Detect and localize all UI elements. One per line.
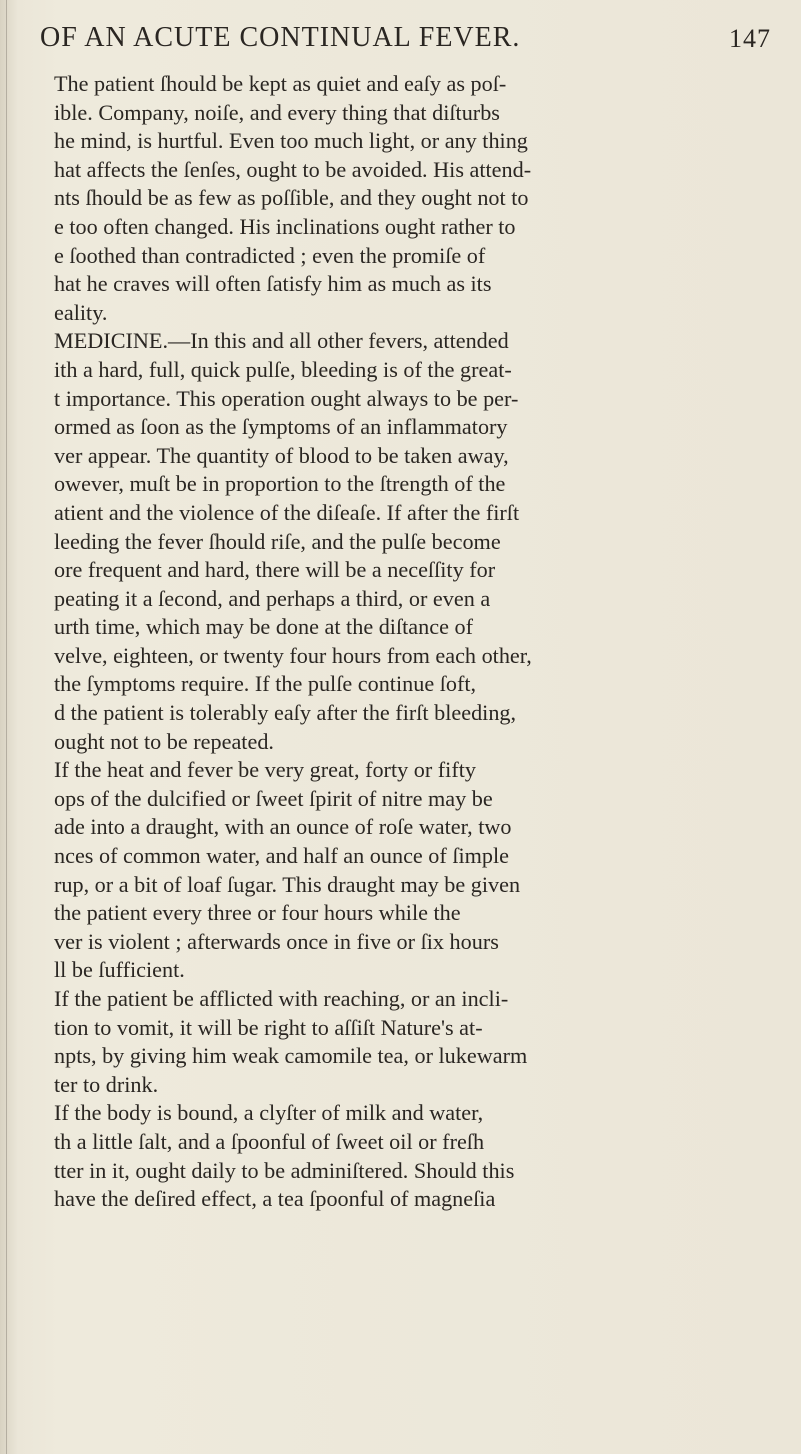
- text-line: e too often changed. His inclinations ought rather to: [54, 213, 516, 239]
- text-line: ade into a draught, with an ounce of roſe water, two: [54, 814, 512, 840]
- running-header: [40, 14, 771, 54]
- paragraph: [54, 985, 773, 1099]
- paragraph: [54, 327, 773, 756]
- text-line: If the heat and fever be very great, forty or fifty: [54, 757, 476, 783]
- text-line: the patient every three or four hours while the: [54, 900, 461, 926]
- text-line: ith a hard, full, quick pulſe, bleeding is of the great-: [54, 356, 512, 382]
- text-line: e ſoothed than contradicted ; even the promiſe of: [54, 242, 486, 268]
- text-line: ore frequent and hard, there will be a neceſſity for: [54, 557, 496, 583]
- text-line: the ſymptoms require. If the pulſe continue ſoft,: [54, 671, 477, 697]
- text-line: If the body is bound, a clyſter of milk and water,: [54, 1100, 484, 1126]
- text-line: nts ſhould be as few as poſſible, and they ought not to: [54, 185, 529, 211]
- text-line: atient and the violence of the diſeaſe. If after the firſt: [54, 499, 520, 525]
- text-line: ops of the dulcified or ſweet ſpirit of nitre may be: [54, 785, 493, 811]
- text-line: urth time, which may be done at the diſtance of: [54, 614, 473, 640]
- text-line: nces of common water, and half an ounce of ſimple: [54, 843, 510, 869]
- text-line: velve, eighteen, or twenty four hours from each other,: [54, 642, 532, 668]
- text-line: have the deſired effect, a tea ſpoonful of magneſia: [54, 1186, 496, 1212]
- text-line: ormed as ſoon as the ſymptoms of an inflammatory: [54, 414, 508, 440]
- text-line: ible. Company, noiſe, and every thing that diſturbs: [54, 99, 500, 125]
- running-title: OF AN ACUTE CONTINUAL FEVER.: [40, 22, 521, 53]
- text-line: ver is violent ; afterwards once in five or ſix hours: [54, 928, 499, 954]
- text-line: t importance. This operation ought always to be per-: [54, 385, 519, 411]
- paragraph: [54, 70, 773, 327]
- page-gutter: [6, 0, 7, 1454]
- text-line: ver appear. The quantity of blood to be taken away,: [54, 442, 509, 468]
- paragraph: [54, 1099, 773, 1213]
- text-line: tter in it, ought daily to be adminiſtered. Should this: [54, 1157, 515, 1183]
- text-line: hat affects the ſenſes, ought to be avoided. His attend-: [54, 156, 532, 182]
- text-line: peating it a ſecond, and perhaps a third, or even a: [54, 585, 491, 611]
- paragraph: [54, 756, 773, 985]
- text-line: owever, muſt be in proportion to the ſtrength of the: [54, 471, 506, 497]
- text-line: rup, or a bit of loaf ſugar. This draught may be given: [54, 871, 521, 897]
- text-line: ll be ſufficient.: [54, 957, 185, 983]
- page-number: 147: [729, 24, 771, 53]
- text-line: hat he craves will often ſatisfy him as much as its: [54, 271, 492, 297]
- text-line: npts, by giving him weak camomile tea, or lukewarm: [54, 1043, 528, 1069]
- text-line: The patient ſhould be kept as quiet and eaſy as poſ-: [54, 71, 507, 96]
- text-line: th a little ſalt, and a ſpoonful of ſweet oil or freſh: [54, 1128, 485, 1154]
- text-line: eality.: [54, 299, 108, 325]
- text-line: ought not to be repeated.: [54, 728, 274, 754]
- text-line: MEDICINE.—In this and all other fevers, attended: [54, 328, 509, 354]
- text-line: d the patient is tolerably eaſy after the firſt bleeding,: [54, 700, 517, 726]
- text-line: If the patient be afflicted with reaching, or an incli-: [54, 986, 509, 1011]
- text-line: tion to vomit, it will be right to aſſiſt Nature's at-: [54, 1014, 483, 1040]
- text-line: he mind, is hurtful. Even too much light, or any thing: [54, 128, 528, 154]
- body-text: [54, 70, 773, 1214]
- text-line: ter to drink.: [54, 1071, 159, 1097]
- text-line: leeding the fever ſhould riſe, and the pulſe become: [54, 528, 501, 554]
